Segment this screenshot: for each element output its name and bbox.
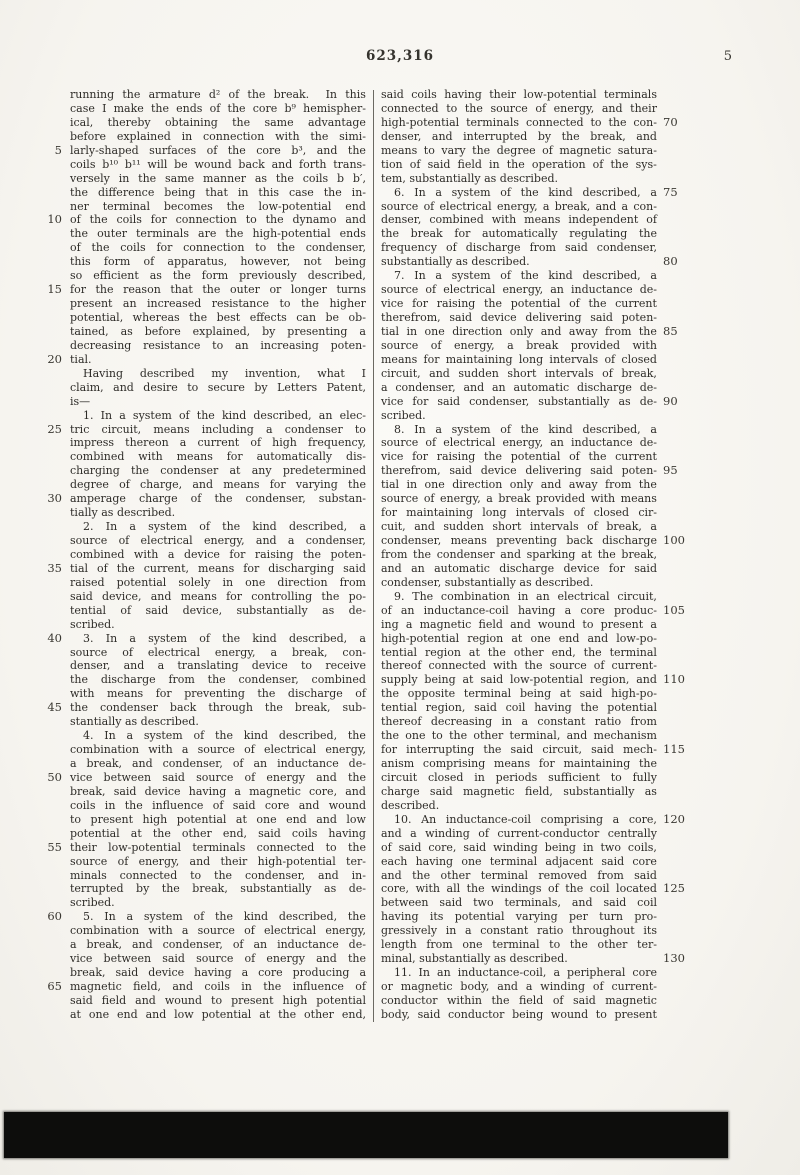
line-number: 25 [47, 421, 62, 436]
text-line: tential region at the other end, the terminal [381, 645, 657, 659]
text-line: substantially as described. 80 [381, 255, 657, 269]
text-line: 10. An inductance-coil comprising a core, 120 [381, 813, 657, 827]
text-line: so efficient as the form previously described, [70, 269, 366, 283]
line-number: 50 [47, 769, 62, 784]
line-number: 65 [47, 979, 62, 993]
line-number: 85 [663, 323, 678, 338]
line-number: 10 [47, 212, 62, 227]
text-line: tained, as before explained, by presenting a [70, 324, 366, 338]
text-line: of said core, said winding being in two coils, [381, 840, 657, 854]
text-line: combined with means for automatically dis- [70, 450, 366, 464]
line-number: 75 [663, 184, 678, 199]
text-line: high-potential terminals connected to the con- 70 [381, 116, 657, 130]
text-line: thereof decreasing in a constant ratio from [381, 715, 657, 729]
text-line: for maintaining long intervals of closed cir- [381, 506, 657, 520]
text-line: scribed. [70, 617, 115, 631]
text-line: tial in one direction only and away from the [381, 478, 657, 492]
text-line: and the other terminal removed from said [381, 868, 657, 882]
text-line: is— [70, 394, 91, 408]
text-line: source of energy, and their high-potential ter- [70, 854, 366, 868]
text-line: larly-shaped surfaces of the core b³, and the 5 [70, 144, 366, 158]
text-line: potential at the other end, said coils having [70, 826, 366, 840]
text-line: degree of charge, and means for varying the [70, 478, 366, 492]
text-line: therefrom, said device delivering said poten- 95 [381, 464, 657, 478]
text-line: tially as described. [70, 506, 176, 520]
text-line: high-potential region at one end and low-po- [381, 631, 657, 645]
line-number: 130 [663, 951, 685, 966]
text-line: 1. In a system of the kind described, an elec- [83, 408, 366, 422]
line-number: 115 [663, 742, 685, 757]
text-line: to present high potential at one end and low [70, 812, 366, 826]
text-line: running the armature d² of the break. In this [70, 88, 366, 101]
text-line: combination with a source of electrical energy, [70, 924, 366, 938]
text-line: tial in one direction only and away from the 85 [381, 325, 657, 339]
text-line: raised potential solely in one direction from [70, 575, 366, 589]
text-line: charge said magnetic field, substantially as [381, 784, 657, 798]
text-line: and a winding of current-conductor centrally [381, 826, 657, 840]
text-line: and an automatic discharge device for said [381, 561, 657, 575]
text-line: 6. In a system of the kind described, a 75 [381, 186, 657, 200]
text-line: scribed. [70, 896, 115, 910]
text-line: the condenser back through the break, sub- 45 [70, 701, 366, 715]
text-line: 9. The combination in an electrical circuit, [394, 589, 657, 603]
text-line: present an increased resistance to the higher [70, 297, 366, 311]
text-line: 3. In a system of the kind described, a 40 [70, 632, 366, 646]
text-line: vice between said source of energy and the [70, 952, 366, 966]
text-line: at one end and low potential at the other end, [70, 1007, 366, 1021]
line-number: 90 [663, 393, 678, 408]
text-line: source of electrical energy, an inductance de- [381, 436, 657, 450]
text-line: tial. 20 [70, 353, 366, 367]
page-header [0, 48, 800, 66]
text-line: tial of the current, means for discharging said 35 [70, 562, 366, 576]
text-column-left [47, 88, 366, 1022]
text-line: the break for automatically regulating the [381, 227, 657, 241]
line-number: 15 [47, 282, 62, 297]
text-line: tric circuit, means including a condenser to 25 [70, 423, 366, 437]
line-number: 105 [663, 602, 685, 617]
text-line: therefrom, said device delivering said poten- [381, 311, 657, 324]
line-number: 100 [663, 533, 685, 547]
text-line: stantially as described. [70, 715, 199, 729]
text-line: impress thereon a current of high frequency, [70, 436, 366, 450]
text-line: combination with a source of electrical energy, [70, 743, 366, 757]
text-line: a break, and condenser, of an inductance de- [70, 938, 366, 952]
text-line: combined with a device for raising the poten- [70, 547, 366, 561]
line-number: 95 [663, 463, 678, 478]
text-line: a break, and condenser, of an inductance de- [70, 757, 366, 770]
text-line: for interrupting the said circuit, said mech- 115 [381, 743, 657, 757]
text-line: coils b¹⁰ b¹¹ will be wound back and forth trans- [70, 157, 366, 171]
text-line: having its potential varying per turn pro- [381, 910, 657, 924]
line-number: 70 [663, 114, 678, 129]
text-line: 2. In a system of the kind described, a [83, 520, 366, 534]
patent-number: 623,316 [365, 48, 435, 64]
text-line: claim, and desire to secure by Letters Patent, [70, 380, 366, 394]
text-line: magnetic field, and coils in the influence of 65 [70, 980, 366, 994]
text-line: frequency of discharge from said condenser, [381, 241, 657, 255]
text-line: decreasing resistance to an increasing poten- [70, 338, 366, 352]
text-column-right [381, 88, 685, 1022]
text-line: of the coils for connection to the condenser, [70, 241, 366, 255]
text-line: denser, and a translating device to receive [70, 659, 366, 673]
text-line: or magnetic body, and a winding of current- [381, 980, 657, 993]
text-line: body, said conductor being wound to present [381, 1007, 657, 1021]
text-line: coils in the influence of said core and wound [70, 798, 366, 812]
text-line: of an inductance-coil having a core produc- 105 [381, 604, 657, 618]
text-line: ner terminal becomes the low-potential end [70, 199, 366, 213]
line-number: 60 [47, 909, 62, 924]
text-line: said device, and means for controlling the po- [70, 589, 366, 603]
scan-artifact-bar [4, 1112, 728, 1158]
text-line: terrupted by the break, substantially as de- [70, 882, 366, 896]
text-line: condenser, substantially as described. [381, 575, 594, 589]
line-number: 45 [47, 700, 62, 715]
text-line: source of electrical energy, a break, and a con- [381, 199, 657, 213]
text-line: gressively in a constant ratio throughout its [381, 924, 657, 938]
line-number: 5 [54, 142, 62, 157]
text-line: length from one terminal to the other ter- [381, 938, 657, 952]
text-line: 11. In an inductance-coil, a peripheral core [394, 966, 657, 980]
text-line: vice for said condenser, substantially as de- 90 [381, 395, 657, 409]
text-line: anism comprising means for maintaining the [381, 757, 657, 770]
text-line: case I make the ends of the core b⁹ hemispher- [70, 101, 366, 115]
text-line: tion of said field in the operation of the sys- [381, 157, 657, 171]
text-line: circuit, and sudden short intervals of break, [381, 366, 657, 380]
text-line: the difference being that in this case the in- [70, 185, 366, 199]
text-line: denser, and interrupted by the break, and [381, 129, 657, 143]
page-number: 5 [723, 49, 732, 64]
text-line: break, said device having a core producing a [70, 966, 366, 980]
text-line: vice for raising the potential of the current [381, 450, 657, 464]
column-divider [373, 90, 374, 1022]
text-line: break, said device having a magnetic core, and [70, 784, 366, 798]
text-line: said coils having their low-potential terminals [381, 88, 657, 101]
text-line: vice between said source of energy and the 50 [70, 771, 366, 785]
text-line: for the reason that the outer or longer turns 15 [70, 283, 366, 297]
text-line: source of electrical energy, and a condenser, [70, 534, 366, 547]
text-line: the outer terminals are the high-potential ends [70, 227, 366, 241]
text-line: Having described my invention, what I [83, 366, 366, 380]
text-line: tem, substantially as described. [381, 171, 558, 185]
text-line: scribed. [381, 408, 426, 422]
text-line: 5. In a system of the kind described, the 60 [70, 910, 366, 924]
text-line: their low-potential terminals connected to the 55 [70, 841, 366, 855]
text-line: this form of apparatus, however, not being [70, 255, 366, 269]
text-line: versely in the same manner as the coils b b′, [70, 171, 366, 185]
text-line: the opposite terminal being at said high-po- [381, 687, 657, 701]
text-line: source of energy, a break provided with [381, 338, 657, 352]
text-line: means to vary the degree of magnetic satura- [381, 143, 657, 157]
line-number: 35 [47, 560, 62, 575]
text-line: said field and wound to present high potential [70, 993, 366, 1007]
text-line: cuit, and sudden short intervals of break, a [381, 520, 657, 534]
text-line: charging the condenser at any predetermined [70, 464, 366, 478]
line-number: 110 [663, 672, 685, 687]
text-line: means for maintaining long intervals of closed [381, 352, 657, 366]
text-line: supply being at said low-potential region, and 110 [381, 673, 657, 687]
line-number: 20 [47, 351, 62, 366]
line-number: 120 [663, 811, 685, 826]
line-number: 30 [47, 491, 62, 506]
line-number: 55 [47, 839, 62, 854]
text-line: with means for preventing the discharge of [70, 687, 366, 701]
text-line: amperage charge of the condenser, substan- 30 [70, 492, 366, 506]
text-line: described. [381, 798, 440, 812]
text-line: the discharge from the condenser, combined [70, 673, 366, 687]
text-line: between said two terminals, and said coil [381, 896, 657, 910]
text-line: source of energy, a break provided with means [381, 492, 657, 506]
text-line: tential region, said coil having the potential [381, 701, 657, 715]
text-line: a condenser, and an automatic discharge de- [381, 380, 657, 394]
text-line: circuit closed in periods sufficient to fully [381, 770, 657, 784]
text-line: 8. In a system of the kind described, a [394, 422, 657, 436]
text-line: source of electrical energy, a break, con- [70, 645, 366, 659]
text-line: 7. In a system of the kind described, a [394, 269, 657, 283]
text-line: minal, substantially as described. 130 [381, 952, 657, 966]
text-line: of the coils for connection to the dynamo and 10 [70, 213, 366, 227]
text-line: 4. In a system of the kind described, the [83, 729, 366, 743]
text-line: thereof connected with the source of current- [381, 659, 657, 673]
line-number: 80 [663, 254, 678, 269]
text-line: before explained in connection with the simi- [70, 129, 366, 143]
text-line: denser, combined with means independent of [381, 213, 657, 227]
text-line: each having one terminal adjacent said core [381, 854, 657, 868]
text-line: tential of said device, substantially as de- [70, 603, 366, 617]
text-line: ical, thereby obtaining the same advantage [70, 115, 366, 129]
text-line: connected to the source of energy, and their [381, 101, 657, 115]
text-line: vice for raising the potential of the current [381, 297, 657, 311]
line-number: 40 [47, 630, 62, 645]
text-line: source of electrical energy, an inductance de- [381, 283, 657, 297]
text-line: ing a magnetic field and wound to present a [381, 617, 657, 631]
text-line: conductor within the field of said magnetic [381, 993, 657, 1007]
text-line: from the condenser and sparking at the break, [381, 547, 657, 561]
text-line: the one to the other terminal, and mechanism [381, 729, 657, 743]
text-line: condenser, means preventing back discharge 100 [381, 534, 657, 548]
text-line: minals connected to the condenser, and in- [70, 868, 366, 882]
line-number: 125 [663, 881, 685, 896]
text-line: potential, whereas the best effects can be ob- [70, 311, 366, 324]
text-line: core, with all the windings of the coil located 125 [381, 882, 657, 896]
